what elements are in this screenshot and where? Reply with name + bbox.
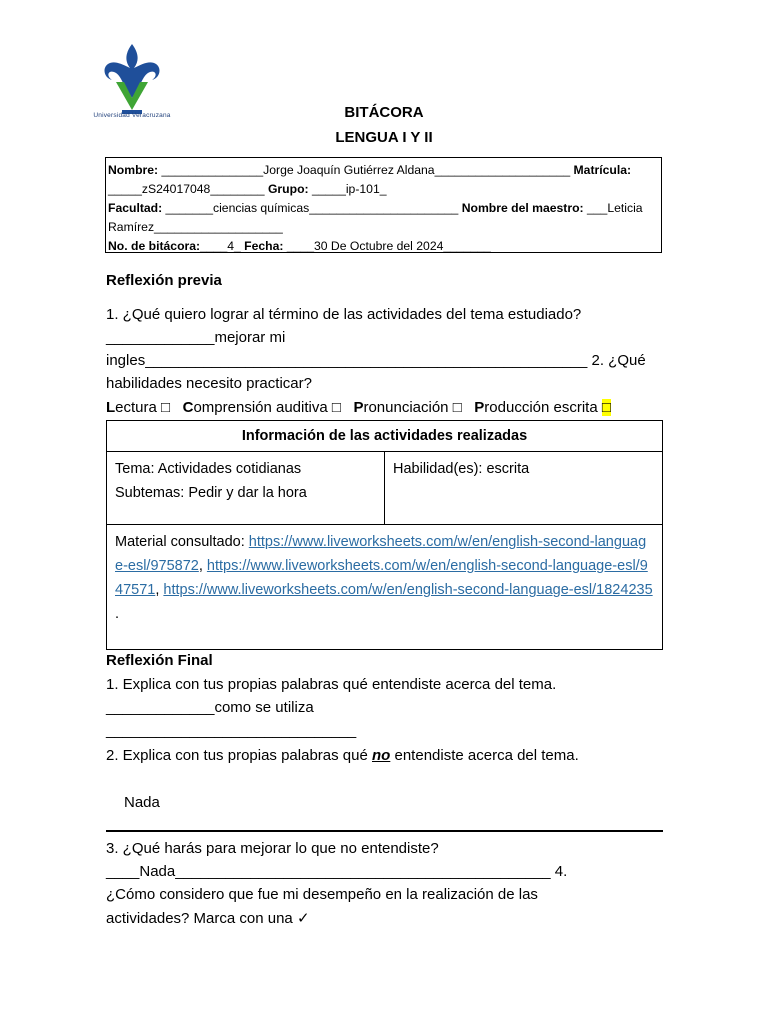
bitacora-label: No. de bitácora: xyxy=(108,239,201,253)
reflexion-previa-heading: Reflexión previa xyxy=(106,272,222,289)
skill-3-rest[interactable]: ronunciación □ xyxy=(363,399,462,416)
final-question-2-emphasis: no xyxy=(372,747,391,764)
skill-4-initial: P xyxy=(474,399,485,416)
material-sep-2: , xyxy=(155,582,164,598)
reflexion-final-heading: Reflexión Final xyxy=(106,652,213,669)
material-cell xyxy=(107,525,662,649)
skill-1-rest[interactable]: ectura □ xyxy=(115,399,171,416)
final-question-4-line-1: ¿Cómo considero que fue mi desempeño en la realización de las xyxy=(106,886,538,903)
question-1: 1. ¿Qué quiero lograr al término de las actividades del tema estudiado? xyxy=(106,306,582,323)
material-link-3[interactable]: https://www.liveworksheets.com/w/en/english-second-language-esl/1824235 xyxy=(163,582,653,598)
habilidad-cell xyxy=(385,451,662,525)
maestro-value: ___Leticia Ramírez___________________ xyxy=(108,201,643,234)
final-question-4-line-2: actividades? Marca con una ✓ xyxy=(106,910,310,927)
final-answer-2: Nada xyxy=(124,794,160,811)
final-question-1: 1. Explica con tus propias palabras qué entendiste acerca del tema. xyxy=(106,676,557,693)
grupo-label: Grupo: xyxy=(267,182,309,196)
skill-3-initial: P xyxy=(353,399,364,416)
final-answer-1-line-2: ______________________________ xyxy=(106,722,357,739)
final-question-2-pre: 2. Explica con tus propias palabras qué xyxy=(106,747,372,764)
skill-1-initial: L xyxy=(106,399,116,416)
material-sep-1: , xyxy=(198,558,203,574)
answer-divider xyxy=(106,830,663,832)
activities-table xyxy=(106,420,663,650)
page-subtitle: LENGUA I Y II xyxy=(335,129,433,146)
final-answer-3: ____Nada_____________________________________________ 4. xyxy=(106,863,568,880)
final-question-2 xyxy=(106,747,579,764)
material-end: . xyxy=(115,606,120,622)
skill-2-initial: C xyxy=(182,399,194,416)
skill-4-rest[interactable]: roducción escrita xyxy=(484,399,602,416)
skill-2-rest[interactable]: omprensión auditiva □ xyxy=(193,399,341,416)
fecha-label: Fecha: xyxy=(244,239,284,253)
bitacora-value: ____4_ xyxy=(200,239,245,253)
facultad-label: Facultad: xyxy=(108,201,163,215)
logo-caption: Universidad Veracruzana xyxy=(93,112,171,119)
question-2: habilidades necesito practicar? xyxy=(106,375,312,392)
final-question-3: 3. ¿Qué harás para mejorar lo que no entendiste? xyxy=(106,840,439,857)
material-link-1[interactable]: https://www.liveworksheets.com/w/en/english-second-language-esl/975872 xyxy=(115,534,647,574)
nombre-value: _______________Jorge Joaquín Gutiérrez Aldana____________________ xyxy=(158,163,574,177)
grupo-value: _____ip-101_ xyxy=(308,182,387,196)
fecha-value: ____30 De Octubre del 2024_______ xyxy=(283,239,491,253)
answer-1-line-1: _____________mejorar mi xyxy=(106,329,286,346)
matricula-label: Matrícula: xyxy=(573,163,632,177)
tema-cell xyxy=(107,451,385,525)
material-label: Material consultado: xyxy=(115,534,249,550)
material-link-2[interactable]: https://www.liveworksheets.com/w/en/english-second-language-esl/947571 xyxy=(115,558,648,598)
table-heading: Información de las actividades realizadas xyxy=(107,421,662,452)
matricula-value: _____zS24017048________ xyxy=(108,182,268,196)
student-info-box xyxy=(105,157,662,253)
answer-1-line-2: ingles_____________________________________________________ 2. ¿Qué xyxy=(106,352,646,369)
final-question-2-post: entendiste acerca del tema. xyxy=(390,747,579,764)
nombre-label: Nombre: xyxy=(108,163,159,177)
page-title: BITÁCORA xyxy=(344,104,424,121)
final-answer-1-line-1: _____________como se utiliza xyxy=(106,699,314,716)
tema-text: Tema: Actividades cotidianas xyxy=(115,461,302,477)
maestro-label: Nombre del maestro: xyxy=(461,201,584,215)
skill-4-checkbox[interactable]: □ xyxy=(601,399,611,416)
habilidad-text: Habilidad(es): escrita xyxy=(393,461,530,477)
skills-checklist xyxy=(106,399,611,416)
subtemas-text: Subtemas: Pedir y dar la hora xyxy=(115,485,307,501)
facultad-value: _______ciencias químicas______________________ xyxy=(162,201,462,215)
